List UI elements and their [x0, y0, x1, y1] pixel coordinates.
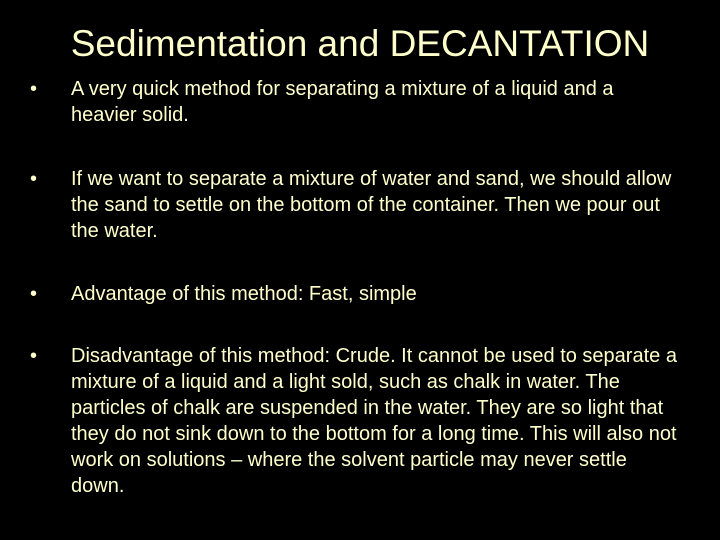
bullet-marker: •	[30, 345, 38, 367]
bullet-text: Advantage of this method: Fast, simple	[71, 283, 417, 305]
slide-title: Sedimentation and DECANTATION	[70, 23, 650, 64]
bullet-marker: •	[30, 283, 38, 305]
bullet-text: A very quick method for separating a mixture of a liquid and a heavier solid.	[71, 78, 614, 126]
bullet-marker: •	[30, 168, 38, 190]
bullet-text: If we want to separate a mixture of water and sand, we should allow the sand to settle on the bottom of the container. Then we pour out the water.	[71, 168, 672, 242]
bullet-text: Disadvantage of this method: Crude. It cannot be used to separate a mixture of a liquid and a light sold, such as chalk in water. The particles of chalk are suspended in the water. They are so light that they do not sink down to the bottom for a long time. This will also not work on solutions – where the solvent particle may never settle down.	[71, 345, 677, 497]
bullet-marker: •	[30, 78, 38, 100]
